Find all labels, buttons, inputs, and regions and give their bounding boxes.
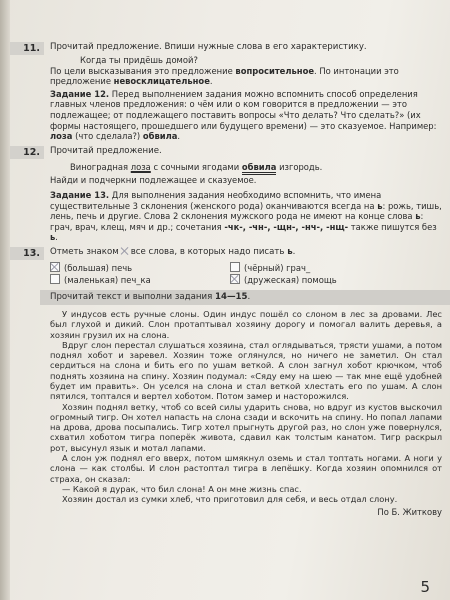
story-paragraph: А слон уж поднял его вверх, потом шмякнул оземь и стал топтать ногами. А ноги у слона — как столбы. И слон растоптал тигра в лепёшку. Когда хозяин опомнился от страха, он сказал:: [50, 453, 442, 484]
hint-13: Задание 13. Для выполнения задания необходимо вспомнить, что имена существительные 3 склонения (женского рода) оканчиваются всегда на ь: рожь, тишь, лень, печь и другие. Слова 2 склонения мужского рода не имеют на конце слова ь: грач, врач, клещ, мяч и др.; сочетания -чк-, -чн-, -щн-, -нч-, -нщ- также пишутся без ь.: [50, 189, 442, 243]
checked-box-icon[interactable]: [230, 274, 240, 284]
page-number: 5: [420, 578, 430, 596]
task-number: 13.: [10, 247, 44, 260]
story-paragraph: — Какой я дурак, что бил слона! А он мне жизнь спас.: [62, 483, 302, 494]
checkbox-option[interactable]: (большая) печь: [50, 262, 210, 274]
task-13: [10, 247, 442, 260]
sentence-characteristic: По цели высказывания это предложение вопросительное. По интонации это предложение невосклицательное.: [50, 65, 399, 87]
task-sentence: Когда ты придёшь домой?: [80, 55, 198, 65]
page-binding: [0, 0, 10, 600]
hint-12: Задание 12. Перед выполнением задания можно вспомнить способ определения главных членов предложения: о чём или о ком говорится в предложении — это подлежащее; от подлежащего поставить вопросы «Что делать? Что сделать?» (их формы настоящего, прошедшего или будущего времени) — это сказуемое. Например: лоза (что сделала?) обвила.: [50, 88, 437, 142]
story-text: [50, 309, 442, 517]
task-sentence: Виноградная лоза с сочными ягодами обвила изгородь.: [70, 162, 442, 173]
story-paragraph: У индусов есть ручные слоны. Один индус пошёл со слоном в лес за дровами. Лес был глухой и дикий. Слон протаптывал хозяину дорогу и помогал валить деревья, а хозяин грузил их на слона.: [50, 308, 442, 340]
checked-box-icon[interactable]: [50, 262, 60, 272]
cross-mark-icon: [121, 247, 129, 255]
reading-task-band: Прочитай текст и выполни задания 14—15.: [40, 290, 450, 305]
task-number: 12.: [10, 146, 44, 159]
empty-box-icon[interactable]: [50, 274, 60, 284]
checkbox-option[interactable]: (маленькая) печ_ка: [50, 274, 210, 286]
story-author: По Б. Житкову: [377, 506, 442, 517]
checkbox-option[interactable]: (чёрный) грач_: [230, 262, 390, 274]
task-instruction: Отметь знаком все слова, в которых надо писать ь.: [50, 246, 296, 257]
story-paragraph: Хозяин достал из сумки хлеб, что приготовил для себя, и весь отдал слону.: [62, 494, 398, 505]
story-paragraph: Хозяин поднял ветку, чтоб со всей силы ударить снова, но вдруг из кустов выскочил огромный тигр. Он хотел напасть на слона сзади и вскочить на спину. Но попал лапами на дрова, дрова посыпались. Тигр хотел прыгнуть другой раз, но слон уже повернулся, схватил хоботом тигра поперёк живота, сдавил как толстым канатом. Тигр раскрыл рот, высунул язык и мотал лапами.: [50, 401, 442, 453]
task-number: 11.: [10, 42, 44, 55]
empty-box-icon[interactable]: [230, 262, 240, 272]
task-instruction-2: Найди и подчеркни подлежащее и сказуемое.: [50, 175, 257, 186]
story-paragraph: Вдруг слон перестал слушаться хозяина, стал оглядываться, трясти ушами, а потом поднял хобот и заревел. Хозяин тоже оглянулся, но ничего не заметил. Он стал сердиться на слона и бить его по ушам веткой. А слон загнул хобот крючком, чтоб поднять хозяина на спину. Хозяин подумал: «Сяду ему на шею — так мне ещё удобней будет им править». Он уселся на слона и стал веткой хлестать его по ушам. А слон пятился, топтался и вертел хоботом. Потом замер и насторожился.: [50, 339, 442, 402]
task-instruction: Прочитай предложение.: [50, 145, 162, 156]
checkbox-grid: [50, 262, 442, 286]
task-instruction: Прочитай предложение. Впиши нужные слова в его характеристику.: [50, 42, 367, 52]
task-12: [10, 146, 442, 159]
task-11: [10, 42, 442, 55]
checkbox-option[interactable]: (дружеская) помощь: [230, 274, 390, 286]
